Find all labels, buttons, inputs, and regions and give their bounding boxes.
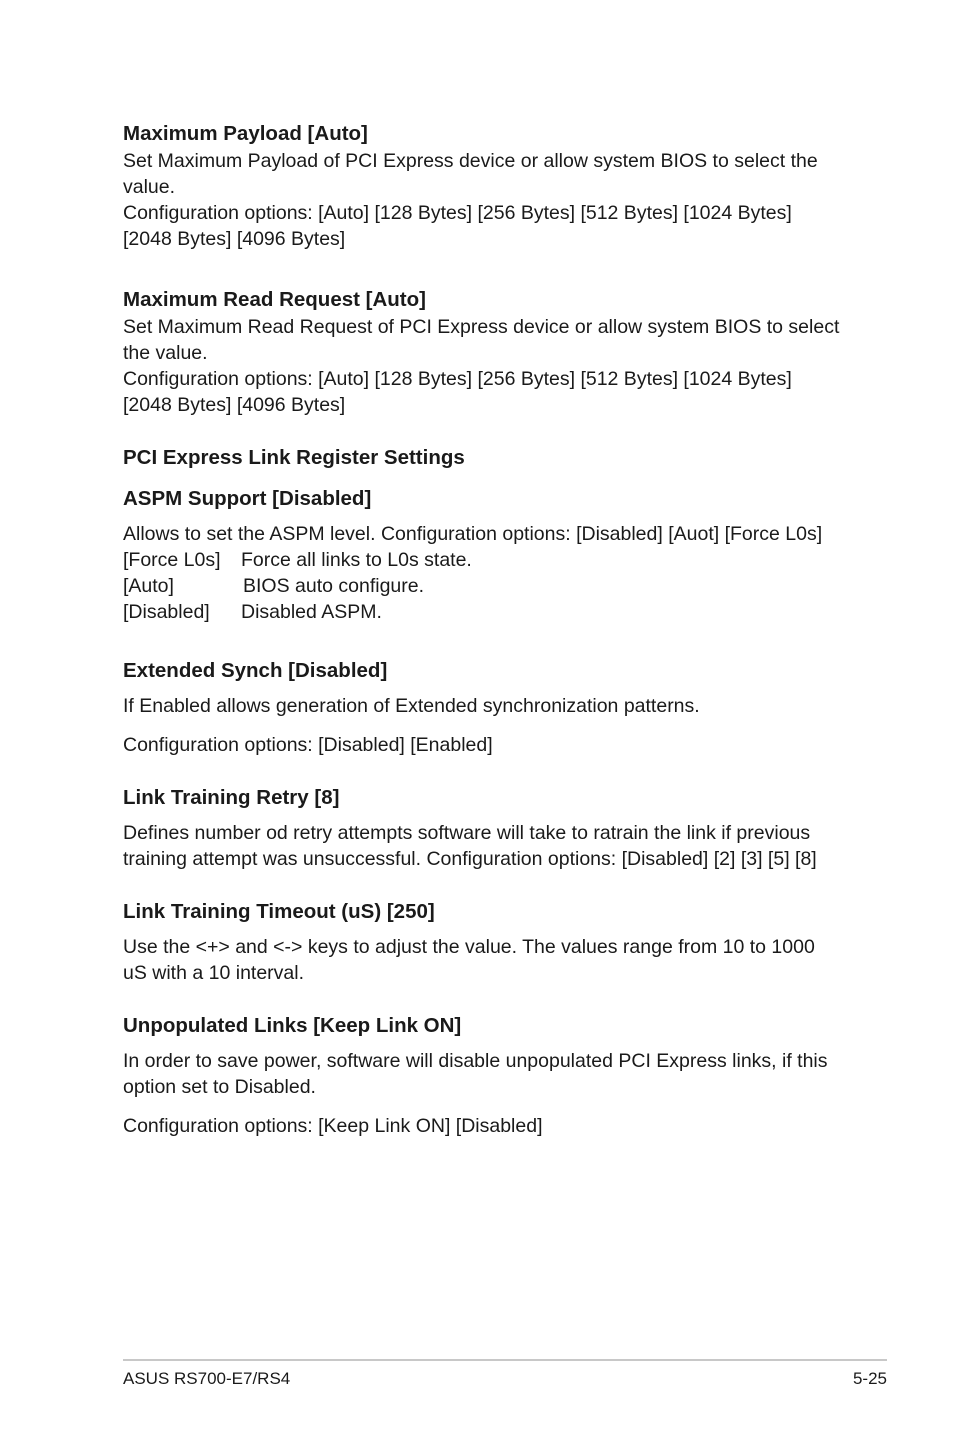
- page-footer: [123, 1367, 887, 1391]
- max-read-options-line2: [2048 Bytes] [4096 Bytes]: [123, 394, 346, 416]
- aspm-option-value: BIOS auto configure.: [243, 575, 425, 597]
- retry-desc-line1: Defines number od retry attempts software will take to ratrain the link if previous: [123, 822, 811, 844]
- aspm-desc: Allows to set the ASPM level. Configuration options: [Disabled] [Auot] [Force L0s]: [123, 523, 823, 545]
- max-read-heading: Maximum Read Request [Auto]: [123, 288, 426, 311]
- aspm-option-row: [123, 573, 843, 599]
- aspm-option-row: [123, 547, 843, 573]
- link-register-heading: PCI Express Link Register Settings: [123, 446, 465, 469]
- aspm-option-value: Force all links to L0s state.: [241, 549, 472, 571]
- unpopulated-desc-line2: option set to Disabled.: [123, 1076, 316, 1098]
- max-payload-desc-line1: Set Maximum Payload of PCI Express device or allow system BIOS to select the: [123, 150, 818, 172]
- max-read-options-line1: Configuration options: [Auto] [128 Bytes] [256 Bytes] [512 Bytes] [1024 Bytes]: [123, 368, 792, 390]
- aspm-heading: ASPM Support [Disabled]: [123, 487, 372, 510]
- footer-model: ASUS RS700-E7/RS4: [123, 1369, 291, 1388]
- footer-divider: [123, 1359, 887, 1361]
- aspm-option-key: [Disabled]: [123, 601, 210, 623]
- timeout-desc-line2: uS with a 10 interval.: [123, 962, 305, 984]
- ext-synch-desc: If Enabled allows generation of Extended synchronization patterns.: [123, 695, 700, 717]
- aspm-option-row: [123, 599, 843, 625]
- aspm-option-key: [Auto]: [123, 575, 174, 597]
- max-payload-heading: Maximum Payload [Auto]: [123, 122, 368, 145]
- timeout-heading: Link Training Timeout (uS) [250]: [123, 900, 435, 923]
- aspm-option-value: Disabled ASPM.: [241, 601, 382, 623]
- max-read-desc-line1: Set Maximum Read Request of PCI Express device or allow system BIOS to select: [123, 316, 840, 338]
- unpopulated-options: Configuration options: [Keep Link ON] [Disabled]: [123, 1115, 543, 1137]
- page-number: 5-25: [852, 1369, 887, 1388]
- max-payload-desc-line2: value.: [123, 176, 176, 198]
- retry-heading: Link Training Retry [8]: [123, 786, 340, 809]
- max-payload-options-line2: [2048 Bytes] [4096 Bytes]: [123, 228, 346, 250]
- ext-synch-options: Configuration options: [Disabled] [Enabled]: [123, 734, 493, 756]
- max-read-desc-line2: the value.: [123, 342, 208, 364]
- document-body: [123, 120, 843, 1139]
- unpopulated-desc-line1: In order to save power, software will disable unpopulated PCI Express links, if this: [123, 1050, 828, 1072]
- ext-synch-heading: Extended Synch [Disabled]: [123, 659, 388, 682]
- max-payload-options-line1: Configuration options: [Auto] [128 Bytes] [256 Bytes] [512 Bytes] [1024 Bytes]: [123, 202, 792, 224]
- aspm-option-key: [Force L0s]: [123, 549, 221, 571]
- timeout-desc-line1: Use the <+> and <-> keys to adjust the value. The values range from 10 to 1000: [123, 936, 815, 958]
- unpopulated-heading: Unpopulated Links [Keep Link ON]: [123, 1014, 462, 1037]
- retry-desc-line2: training attempt was unsuccessful. Configuration options: [Disabled] [2] [3] [5] [8]: [123, 848, 817, 870]
